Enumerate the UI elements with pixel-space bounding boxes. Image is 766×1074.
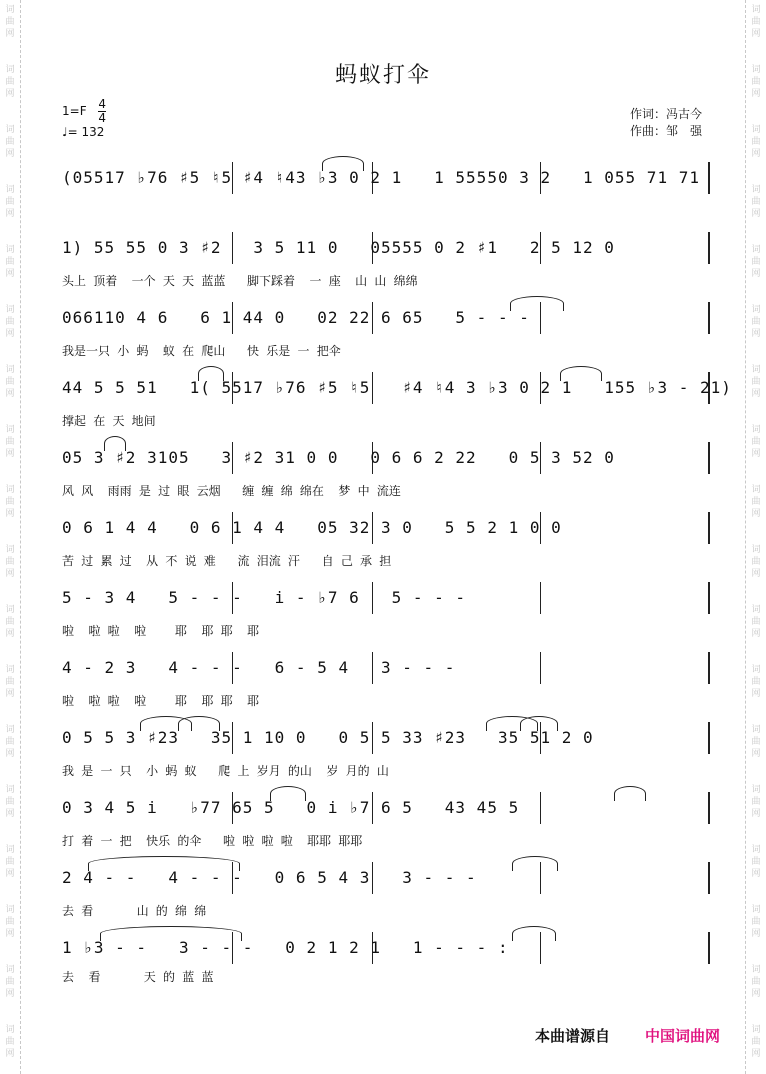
lyric-line: 我是一只 小 蚂 蚁 在 爬山 快 乐是 一 把伞 (62, 344, 341, 358)
slur-mark (520, 716, 558, 731)
lyric-line: 去 看 天 的 蓝 蓝 (62, 970, 214, 984)
slur-mark (512, 926, 556, 941)
lyric-line: 苦 过 累 过 从 不 说 难 流 泪流 汗 自 己 承 担 (62, 554, 392, 568)
watermark-text: 词曲网 (751, 365, 761, 399)
note-line: 5 - 3 4 5 - - - i - ♭7 6 5 - - - (62, 588, 467, 607)
score-row (62, 162, 714, 202)
watermark-text: 词曲网 (751, 785, 761, 819)
watermark-text: 词曲网 (5, 5, 15, 39)
watermark-text: 词曲网 (5, 425, 15, 459)
watermark-text: 词曲网 (5, 845, 15, 879)
bar-line (708, 652, 710, 684)
time-top: 4 (98, 97, 107, 111)
note-line: 4 - 2 3 4 - - - 6 - 5 4 3 - - - (62, 658, 456, 677)
note-line: 1 ♭3 - - 3 - - - 0 2 1 2 1 1 - - - : (62, 938, 509, 957)
score-row (62, 582, 714, 622)
lyric-line: 头上 顶着 一个 天 天 蓝蓝 脚下踩着 一 座 山 山 绵绵 (62, 274, 418, 288)
score-row (62, 652, 714, 692)
bar-line (708, 862, 710, 894)
note-line: 0 6 1 4 4 0 6 1 4 4 05 32 3 0 5 5 2 1 0 0 (62, 518, 562, 537)
bar-line (708, 582, 710, 614)
slur-mark (322, 156, 364, 171)
key-signature (62, 98, 106, 125)
note-line: 0 5 5 3 ♯23 35 1 10 0 0 5 5 33 ♯23 35 51 2 0 (62, 728, 594, 747)
note-line: 1) 55 55 0 3 ♯2 3 5 11 0 05555 0 2 ♯1 2 5 12 0 (62, 238, 615, 257)
bar-line (540, 652, 541, 684)
watermark-text: 词曲网 (751, 245, 761, 279)
watermark-text: 词曲网 (751, 485, 761, 519)
bar-line (540, 792, 541, 824)
watermark-text: 词曲网 (5, 65, 15, 99)
watermark-text: 词曲网 (5, 305, 15, 339)
watermark-text: 词曲网 (5, 185, 15, 219)
watermark-text: 词曲网 (751, 65, 761, 99)
slur-mark (198, 366, 224, 381)
lyric-line: 啦 啦 啦 啦 耶 耶 耶 耶 (62, 694, 260, 708)
watermark-text: 词曲网 (751, 545, 761, 579)
lyric-line: 去 看 山 的 绵 绵 (62, 904, 207, 918)
watermark-text: 词曲网 (751, 845, 761, 879)
slur-mark (100, 926, 242, 941)
song-title: 蚂蚁打伞 (334, 63, 431, 88)
watermark-text: 词曲网 (5, 125, 15, 159)
slur-mark (270, 786, 306, 801)
watermark-text: 词曲网 (5, 665, 15, 699)
lyric-line: 啦 啦 啦 啦 耶 耶 耶 耶 (62, 624, 260, 638)
lyricist-credit: 作词：冯古今 (630, 107, 703, 121)
watermark-text: 词曲网 (5, 725, 15, 759)
time-signature (98, 98, 106, 125)
tempo-marking: ♩= 132 (62, 125, 105, 139)
bar-line (540, 582, 541, 614)
score-row (62, 512, 714, 552)
bar-line (708, 302, 710, 334)
watermark-text: 词曲网 (5, 785, 15, 819)
watermark-text: 词曲网 (5, 245, 15, 279)
footer-source-label: 本曲谱源自 (535, 1027, 611, 1045)
watermark-text: 词曲网 (751, 125, 761, 159)
score-row (62, 372, 732, 412)
bar-line (708, 442, 710, 474)
watermark-text: 词曲网 (751, 605, 761, 639)
note-line: (05517 ♭76 ♯5 ♮5 ♯4 ♮43 ♭3 0 2 1 1 55550 3 2 1 055 71 71 (62, 168, 700, 187)
score-row (62, 232, 714, 272)
lyric-line: 风 风 雨雨 是 过 眼 云烟 缠 缠 绵 绵在 梦 中 流连 (62, 484, 401, 498)
lyric-line: 撑起 在 天 地间 (62, 414, 156, 428)
lyric-line: 打 着 一 把 快乐 的伞 啦 啦 啦 啦 耶耶 耶耶 (62, 834, 363, 848)
bar-line (708, 162, 710, 194)
key-label: 1=F (62, 104, 87, 118)
note-line: 2 4 - - 4 - - - 0 6 5 4 3 3 - - - (62, 868, 477, 887)
watermark-text: 词曲网 (5, 485, 15, 519)
slur-mark (512, 856, 558, 871)
watermark-text: 词曲网 (5, 965, 15, 999)
bar-line (708, 512, 710, 544)
bar-line (708, 792, 710, 824)
watermark-text: 词曲网 (751, 905, 761, 939)
note-line: 44 5 5 51 1( 5517 ♭76 ♯5 ♮5 ♯4 ♮4 3 ♭3 0 2 1 155 ♭3 - 21) (62, 378, 732, 397)
watermark-text: 词曲网 (5, 545, 15, 579)
slur-mark (88, 856, 240, 871)
bar-line (708, 932, 710, 964)
watermark-text: 词曲网 (751, 725, 761, 759)
watermark-text: 词曲网 (5, 365, 15, 399)
note-line: 066110 4 6 6 1 44 0 02 22 6 65 5 - - - (62, 308, 530, 327)
watermark-text: 词曲网 (751, 1025, 761, 1059)
composer-credit: 作曲：邹 强 (630, 124, 703, 138)
watermark-text: 词曲网 (751, 965, 761, 999)
slur-mark (560, 366, 602, 381)
slur-mark (510, 296, 564, 311)
watermark-text: 词曲网 (751, 425, 761, 459)
note-line: 0 3 4 5 i ♭77 65 5 0 i ♭7 6 5 43 45 5 (62, 798, 520, 817)
watermark-text: 词曲网 (5, 1025, 15, 1059)
slur-mark (614, 786, 646, 801)
watermark-text: 词曲网 (751, 305, 761, 339)
score-row (62, 442, 714, 482)
slur-mark (104, 436, 126, 451)
footer-site-link[interactable]: 中国词曲网 (645, 1027, 721, 1045)
bar-line (708, 232, 710, 264)
bar-line (708, 722, 710, 754)
time-bottom: 4 (98, 111, 107, 125)
lyric-line: 我 是 一 只 小 蚂 蚁 爬 上 岁月 的山 岁 月的 山 (62, 764, 389, 778)
watermark-text: 词曲网 (5, 905, 15, 939)
note-line: 05 3 ♯2 3105 3 ♯2 31 0 0 0 6 6 2 22 0 5 3 52 0 (62, 448, 615, 467)
watermark-text: 词曲网 (751, 185, 761, 219)
watermark-text: 词曲网 (5, 605, 15, 639)
watermark-text: 词曲网 (751, 5, 761, 39)
slur-mark (178, 716, 220, 731)
score-row (62, 302, 714, 342)
watermark-text: 词曲网 (751, 665, 761, 699)
